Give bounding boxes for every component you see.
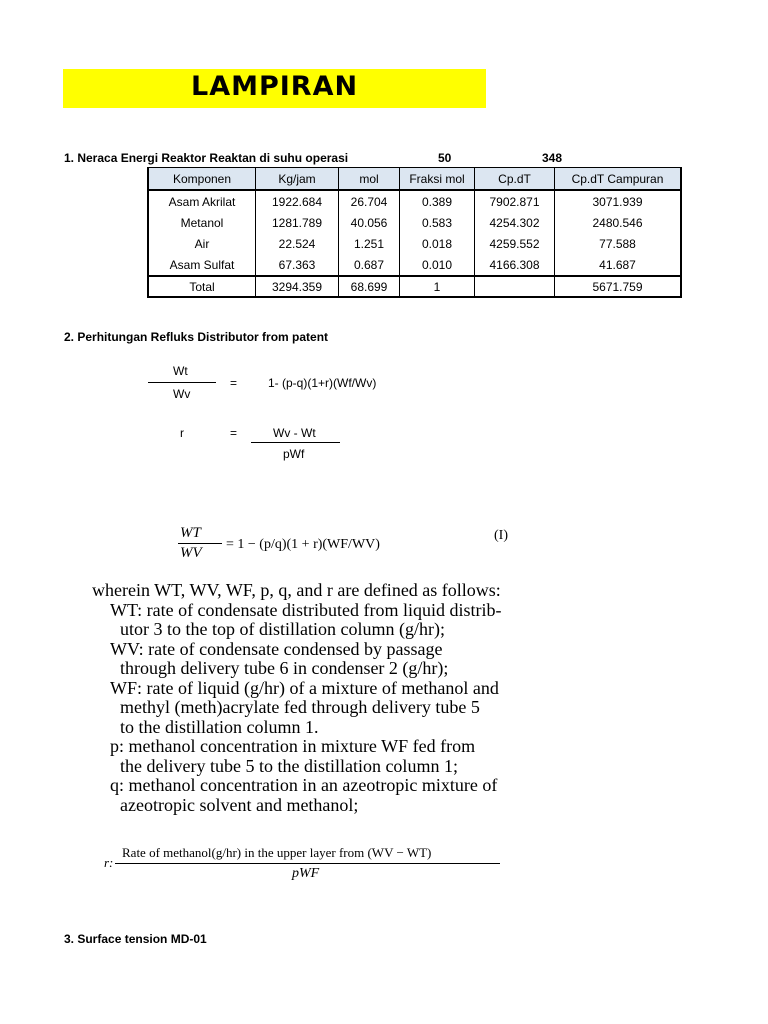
patent-eq-label: (I) — [494, 528, 508, 543]
section1-value-a: 50 — [438, 151, 452, 165]
table-cell: 26.704 — [339, 190, 400, 212]
section1-heading: 1. Neraca Energi Reaktor Reaktan di suhu operasi — [64, 151, 349, 165]
title-banner — [63, 69, 486, 108]
eq2-denominator: pWf — [283, 447, 305, 461]
table-row — [148, 233, 681, 254]
table-cell: 1281.789 — [256, 212, 339, 233]
table-cell: 0.389 — [400, 190, 475, 212]
col-header: mol — [339, 168, 400, 191]
table-cell: 41.687 — [555, 254, 682, 276]
patent-line: q: methanol concentration in an azeotropic mixture of — [110, 775, 498, 795]
table-cell: 77.588 — [555, 233, 682, 254]
table-cell: 4254.302 — [475, 212, 555, 233]
table-row — [148, 254, 681, 276]
table-cell: 5671.759 — [555, 276, 682, 297]
energy-balance-table — [147, 167, 682, 298]
page-title: LAMPIRAN — [191, 71, 359, 102]
patent-r-numerator: Rate of methanol(g/hr) in the upper layer from (WV − WT) — [122, 845, 432, 860]
patent-eq-denominator: WV — [180, 545, 202, 561]
patent-line: to the distillation column 1. — [120, 716, 319, 737]
col-header: Fraksi mol — [400, 168, 475, 191]
table-cell: 68.699 — [339, 276, 400, 297]
table-cell: 2480.546 — [555, 212, 682, 233]
table-cell: Asam Akrilat — [148, 190, 256, 212]
table-cell — [475, 276, 555, 297]
table-cell: 3294.359 — [256, 276, 339, 297]
eq1-equals: = — [230, 376, 238, 390]
eq1-rhs: 1- (p-q)(1+r)(Wf/Wv) — [268, 376, 377, 390]
section2-heading: 2. Perhitungan Refluks Distributor from patent — [64, 330, 329, 344]
patent-line: wherein WT, WV, WF, p, q, and r are defined as follows: — [92, 580, 501, 600]
table-total-row — [148, 276, 681, 297]
table-cell: 1922.684 — [256, 190, 339, 212]
table-cell: 1.251 — [339, 233, 400, 254]
eq2-lhs: r — [180, 426, 184, 440]
eq2-equals: = — [230, 426, 238, 440]
table-cell: 4166.308 — [475, 254, 555, 276]
patent-line: the delivery tube 5 to the distillation column 1; — [120, 755, 458, 776]
eq1-numerator: Wt — [173, 364, 188, 378]
table-cell: 7902.871 — [475, 190, 555, 212]
patent-definitions — [92, 581, 522, 815]
patent-line: WT: rate of condensate distributed from liquid distrib- — [110, 599, 502, 620]
patent-eq-numerator: WT — [180, 525, 201, 541]
table-cell: 3071.939 — [555, 190, 682, 212]
section3-heading: 3. Surface tension MD-01 — [64, 932, 207, 946]
col-header: Komponen — [148, 168, 256, 191]
table-header-row — [148, 168, 681, 191]
table-cell: 4259.552 — [475, 233, 555, 254]
patent-line: through delivery tube 6 in condenser 2 (g/hr); — [120, 658, 449, 678]
table-cell: Air — [148, 233, 256, 254]
table-cell: 67.363 — [256, 254, 339, 276]
patent-eq-rhs: = 1 − (p/q)(1 + r)(WF/WV) — [226, 537, 380, 552]
table-cell: 40.056 — [339, 212, 400, 233]
table-row — [148, 212, 681, 233]
table-cell: Total — [148, 276, 256, 297]
patent-r-lhs: r: — [104, 855, 114, 870]
patent-r-fraction-line — [115, 863, 500, 864]
patent-line: WF: rate of liquid (g/hr) of a mixture of methanol and — [110, 677, 499, 698]
table-cell: 1 — [400, 276, 475, 297]
patent-r-denominator: pWF — [292, 866, 320, 881]
patent-line: WV: rate of condensate condensed by passage — [110, 638, 443, 659]
table-cell: 0.583 — [400, 212, 475, 233]
patent-eq-fraction-line — [178, 543, 222, 544]
table-cell: Metanol — [148, 212, 256, 233]
col-header: Cp.dT — [475, 168, 555, 191]
patent-line: methyl (meth)acrylate fed through delivery tube 5 — [120, 697, 480, 717]
patent-line: utor 3 to the top of distillation column (g/hr); — [120, 619, 445, 639]
table-cell: 0.687 — [339, 254, 400, 276]
eq2-fraction-line — [251, 442, 340, 443]
table-cell: 22.524 — [256, 233, 339, 254]
eq1-fraction-line — [148, 382, 216, 383]
patent-line: azeotropic solvent and methanol; — [120, 794, 359, 815]
table-row — [148, 190, 681, 212]
table-cell: 0.010 — [400, 254, 475, 276]
table-cell: Asam Sulfat — [148, 254, 256, 276]
col-header: Kg/jam — [256, 168, 339, 191]
patent-line: p: methanol concentration in mixture WF fed from — [110, 736, 476, 756]
col-header: Cp.dT Campuran — [555, 168, 682, 191]
eq2-numerator: Wv - Wt — [273, 426, 316, 440]
eq1-denominator: Wv — [173, 387, 191, 401]
table-cell: 0.018 — [400, 233, 475, 254]
section1-value-b: 348 — [542, 151, 563, 165]
